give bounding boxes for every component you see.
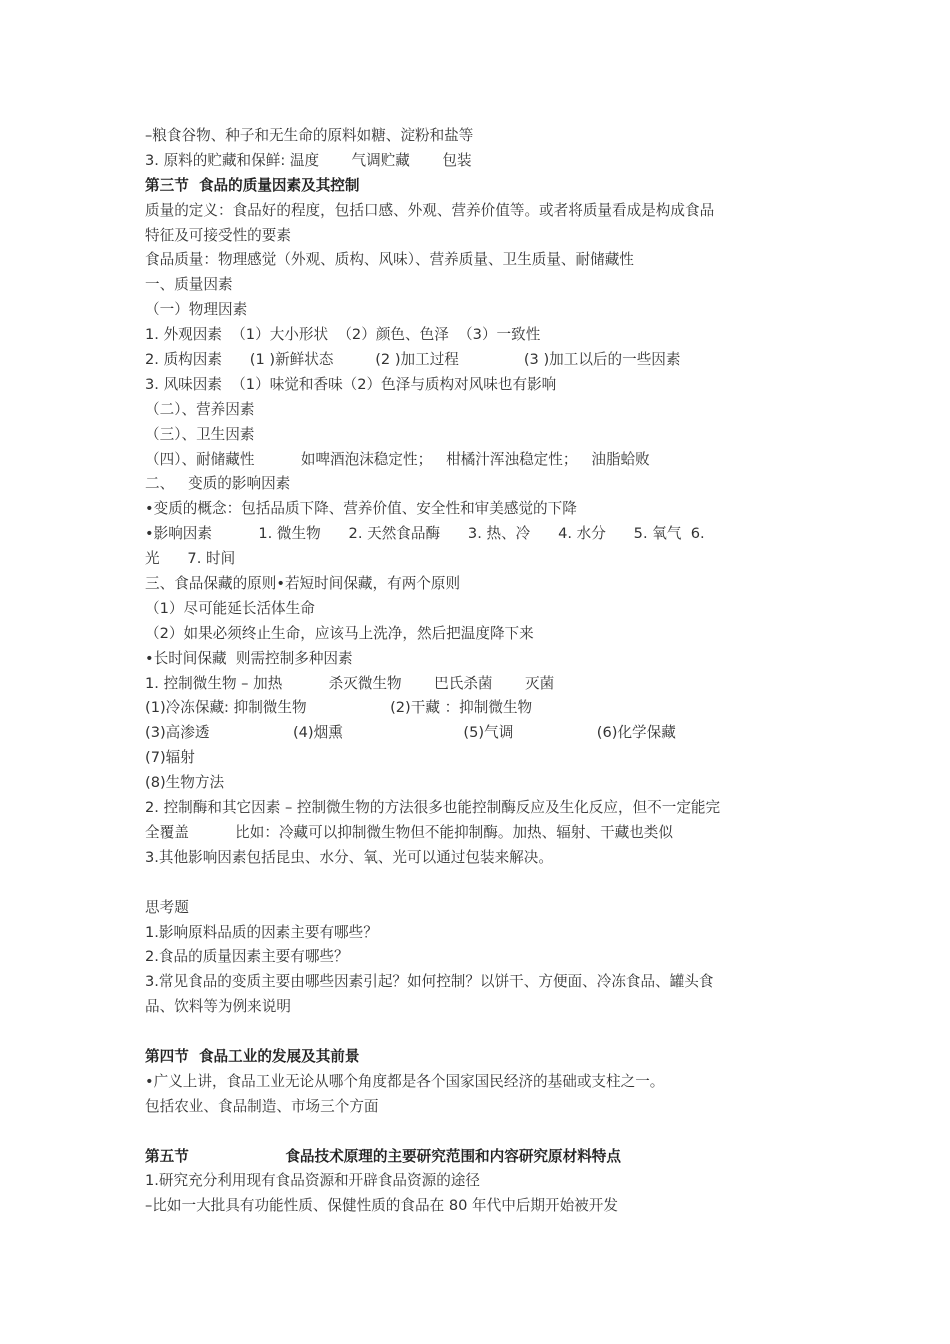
subheading: （三）、卫生因素 [145, 425, 255, 443]
text-line: 2. 控制酶和其它因素 – 控制微生物的方法很多也能控制酶反应及生化反应，但不一定能完 [145, 799, 721, 817]
subheading: 三、食品保藏的原则•若短时间保藏，有两个原则 [145, 575, 461, 593]
questions-heading: 思考题 [145, 898, 189, 916]
text-line: –粮食谷物、种子和无生命的原料如糖、淀粉和盐等 [145, 127, 474, 144]
text-line: –比如一大批具有功能性质、保健性质的食品在 80 年代中后期开始被开发 [145, 1197, 618, 1215]
text-line: 1. 控制微生物 – 加热 杀灭微生物 巴氏杀菌 灭菌 [145, 674, 555, 692]
text-line: 1. 外观因素 （1）大小形状 （2）颜色、色泽 （3）一致性 [145, 326, 541, 344]
question-item: 3.常见食品的变质主要由哪些因素引起？如何控制？以饼干、方便面、冷冻食品、罐头食 [145, 973, 714, 991]
question-item: 2.食品的质量因素主要有哪些？ [145, 948, 349, 966]
text-line: （1）尽可能延长活体生命 [145, 599, 315, 617]
document-body [145, 124, 810, 1219]
question-item: 1.影响原料品质的因素主要有哪些？ [145, 923, 378, 941]
text-line: 3. 原料的贮藏和保鲜: 温度 气调贮藏 包装 [145, 151, 472, 169]
text-line: 3. 风味因素 （1）味觉和香味（2）色泽与质构对风味也有影响 [145, 375, 557, 393]
section-heading: 第四节 食品工业的发展及其前景 [145, 1047, 360, 1065]
text-line: 2. 质构因素 (1 )新鲜状态 (2 )加工过程 (3 )加工以后的一些因素 [145, 351, 681, 369]
bullet-line: •广义上讲，食品工业无论从哪个角度都是各个国家国民经济的基础或支柱之一。 [145, 1072, 665, 1090]
text-line: 1.研究充分利用现有食品资源和开辟食品资源的途径 [145, 1172, 480, 1190]
text-line: 食品质量：物理感觉（外观、质构、风味）、营养质量、卫生质量、耐储藏性 [145, 251, 634, 269]
text-line: 质量的定义：食品好的程度，包括口感、外观、营养价值等。或者将质量看成是构成食品 [145, 201, 715, 219]
text-line: (1)冷冻保藏: 抑制微生物 (2)干藏 ：抑制微生物 [145, 699, 533, 717]
blank-line [145, 871, 810, 896]
text-line: (8)生物方法 [145, 774, 225, 792]
text-line: 特征及可接受性的要素 [145, 226, 291, 244]
bullet-line: •变质的概念：包括品质下降、营养价值、安全性和审美感觉的下降 [145, 500, 577, 518]
text-line: (3)高渗透 (4)烟熏 (5)气调 (6)化学保藏 [145, 724, 676, 742]
subheading: （一）物理因素 [145, 301, 248, 319]
question-item: 品、饮料等为例来说明 [145, 998, 291, 1016]
text-line: （2）如果必须终止生命，应该马上洗净，然后把温度降下来 [145, 624, 534, 642]
section-heading: 第三节 食品的质量因素及其控制 [145, 176, 360, 194]
section-heading: 第五节 食品技术原理的主要研究范围和内容研究原材料特点 [145, 1147, 621, 1165]
bullet-line: •长时间保藏 则需控制多种因素 [145, 649, 353, 667]
subheading: 二、 变质的影响因素 [145, 475, 291, 493]
text-line: 3.其他影响因素包括昆虫、水分、氧、光可以通过包装来解决。 [145, 848, 553, 866]
subheading: （二）、营养因素 [145, 400, 255, 418]
text-line: （四）、耐储藏性 如啤酒泡沫稳定性； 柑橘汁浑浊稳定性； 油脂蛤败 [145, 450, 650, 468]
blank-line [145, 1020, 810, 1045]
text-line: 包括农业、食品制造、市场三个方面 [145, 1097, 379, 1115]
text-line: 光 7. 时间 [145, 550, 236, 568]
text-line: 全覆盖 比如：冷藏可以抑制微生物但不能抑制酶。加热、辐射、干藏也类似 [145, 823, 673, 841]
text-line: (7)辐射 [145, 749, 195, 767]
subheading: 一、质量因素 [145, 276, 233, 294]
bullet-line: •影响因素 1. 微生物 2. 天然食品酶 3. 热、冷 4. 水分 5. 氧气 6. [145, 525, 705, 543]
blank-line [145, 1120, 810, 1145]
